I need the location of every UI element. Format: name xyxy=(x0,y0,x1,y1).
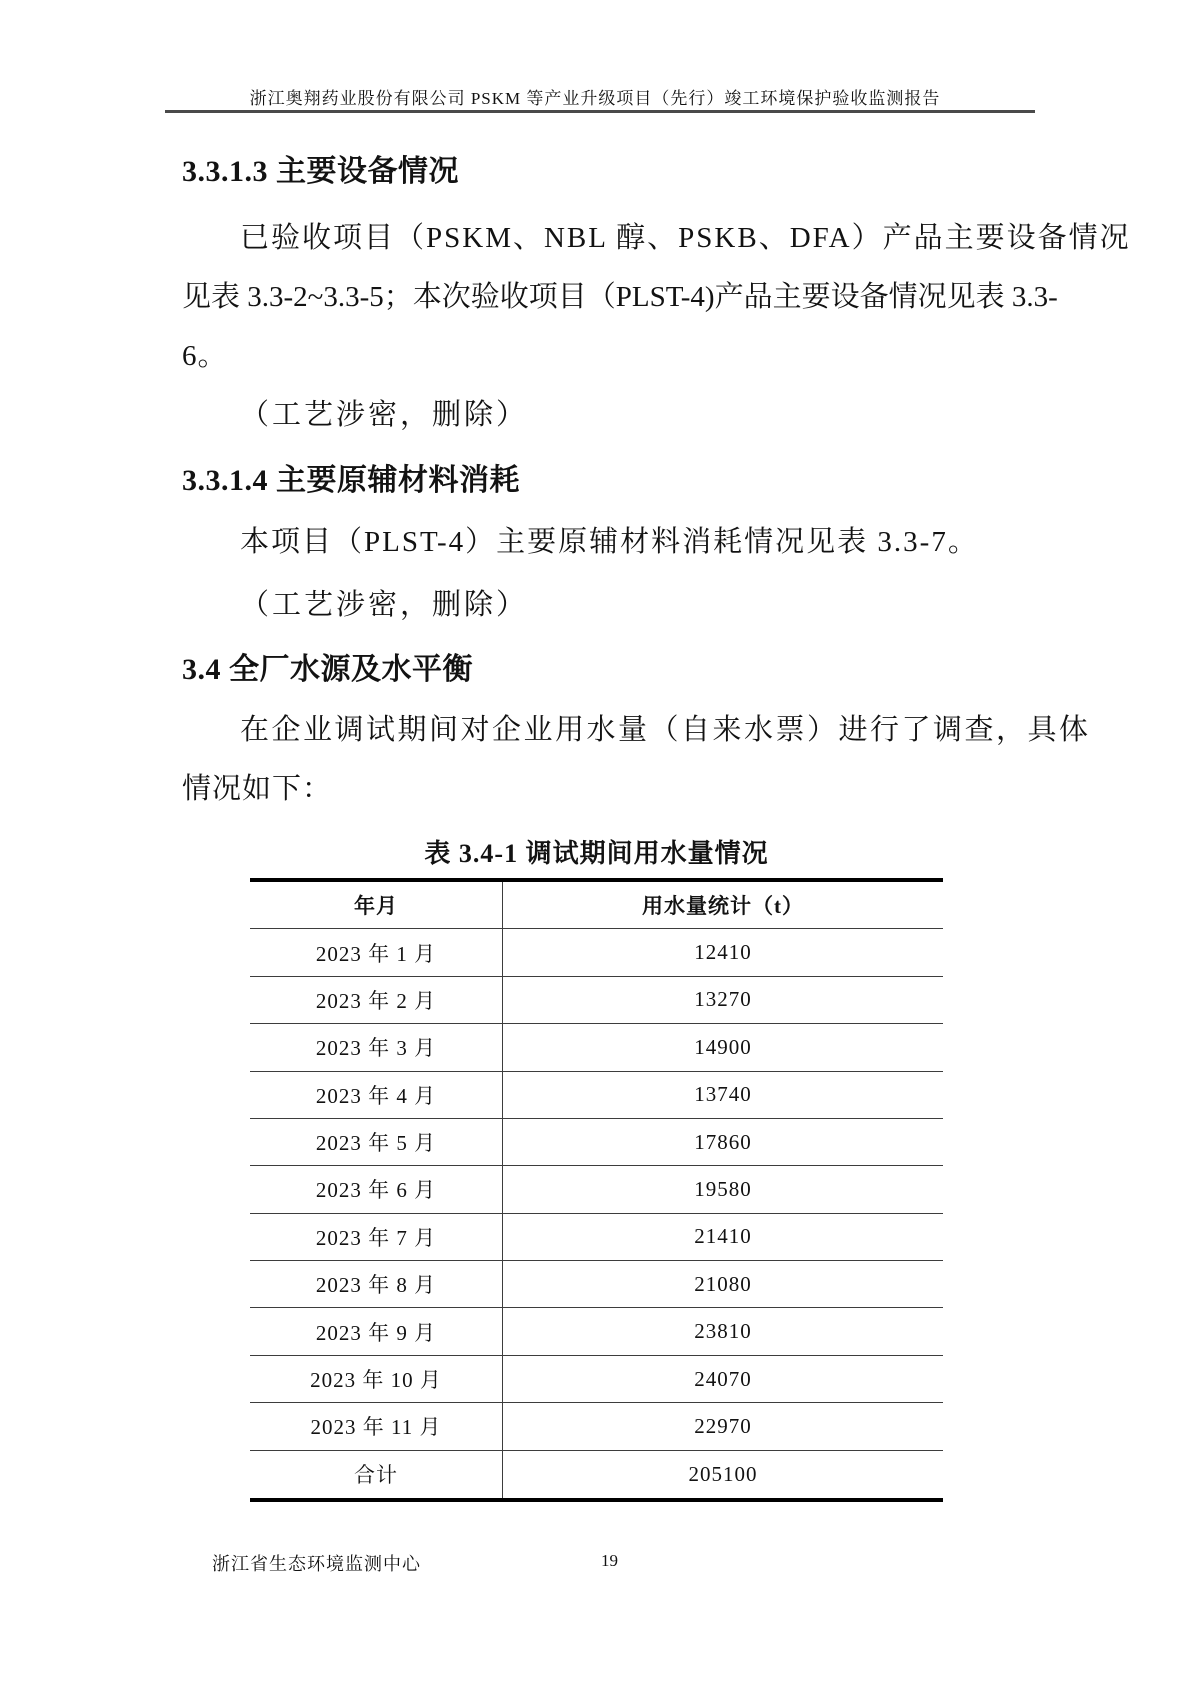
table-cell-month: 2023 年 6 月 xyxy=(250,1166,503,1213)
table-col-header-usage: 用水量统计（t） xyxy=(503,882,943,929)
para-equipment-line2: 见表 3.3-2~3.3-5；本次验收项目（PLST-4)产品主要设备情况见表 3.3- xyxy=(182,281,1058,313)
para-water-line1: 在企业调试期间对企业用水量（自来水票）进行了调查，具体 xyxy=(240,714,1091,746)
table-cell-month: 2023 年 4 月 xyxy=(250,1072,503,1119)
table-cell-usage: 19580 xyxy=(503,1166,943,1213)
table-cell-usage: 22970 xyxy=(503,1403,943,1450)
para-equipment-line3: 6。 xyxy=(182,340,228,372)
table-cell-month: 2023 年 10 月 xyxy=(250,1356,503,1403)
heading-3-3-1-4: 3.3.1.4 主要原辅材料消耗 xyxy=(182,464,520,497)
table-cell-month: 2023 年 9 月 xyxy=(250,1308,503,1355)
table-cell-month: 2023 年 11 月 xyxy=(250,1403,503,1450)
heading-3-4: 3.4 全厂水源及水平衡 xyxy=(182,653,473,686)
redacted-note-1: （工艺涉密，删除） xyxy=(240,399,529,431)
table-cell-usage: 23810 xyxy=(503,1308,943,1355)
table-cell-usage: 14900 xyxy=(503,1024,943,1071)
table-cell-usage: 13270 xyxy=(503,977,943,1024)
table-cell-month: 2023 年 1 月 xyxy=(250,929,503,976)
para-equipment-line1: 已验收项目（PSKM、NBL 醇、PSKB、DFA）产品主要设备情况 xyxy=(240,222,1131,254)
header-rule xyxy=(165,110,1035,113)
table-cell-month: 2023 年 2 月 xyxy=(250,977,503,1024)
table-cell-usage: 13740 xyxy=(503,1072,943,1119)
table-cell-usage: 21410 xyxy=(503,1214,943,1261)
table-cell-month: 2023 年 5 月 xyxy=(250,1119,503,1166)
page-header-title: 浙江奥翔药业股份有限公司 PSKM 等产业升级项目（先行）竣工环境保护验收监测报告 xyxy=(249,89,941,108)
table-col-header-month: 年月 xyxy=(250,882,503,929)
table-cell-usage: 12410 xyxy=(503,929,943,976)
table-cell-usage: 205100 xyxy=(688,1461,758,1486)
heading-3-3-1-3: 3.3.1.3 主要设备情况 xyxy=(182,155,459,188)
table-cell-usage: 17860 xyxy=(503,1119,943,1166)
table-cell-month: 2023 年 7 月 xyxy=(250,1214,503,1261)
footer-organization: 浙江省生态环境监测中心 xyxy=(212,1554,421,1574)
redacted-note-2: （工艺涉密，删除） xyxy=(240,589,529,621)
table-title: 表 3.4-1 调试期间用水量情况 xyxy=(424,839,769,868)
para-materials: 本项目（PLST-4）主要原辅材料消耗情况见表 3.3-7。 xyxy=(240,526,979,558)
table-cell-usage: 24070 xyxy=(503,1356,943,1403)
water-usage-table xyxy=(250,878,943,1502)
para-water-line2: 情况如下： xyxy=(182,773,333,805)
footer-page-number: 19 xyxy=(601,1551,618,1570)
table-cell-month: 合计 xyxy=(250,1451,503,1498)
table-cell-month: 2023 年 3 月 xyxy=(250,1024,503,1071)
table-cell-month: 2023 年 8 月 xyxy=(250,1261,503,1308)
table-cell-usage: 21080 xyxy=(503,1261,943,1308)
